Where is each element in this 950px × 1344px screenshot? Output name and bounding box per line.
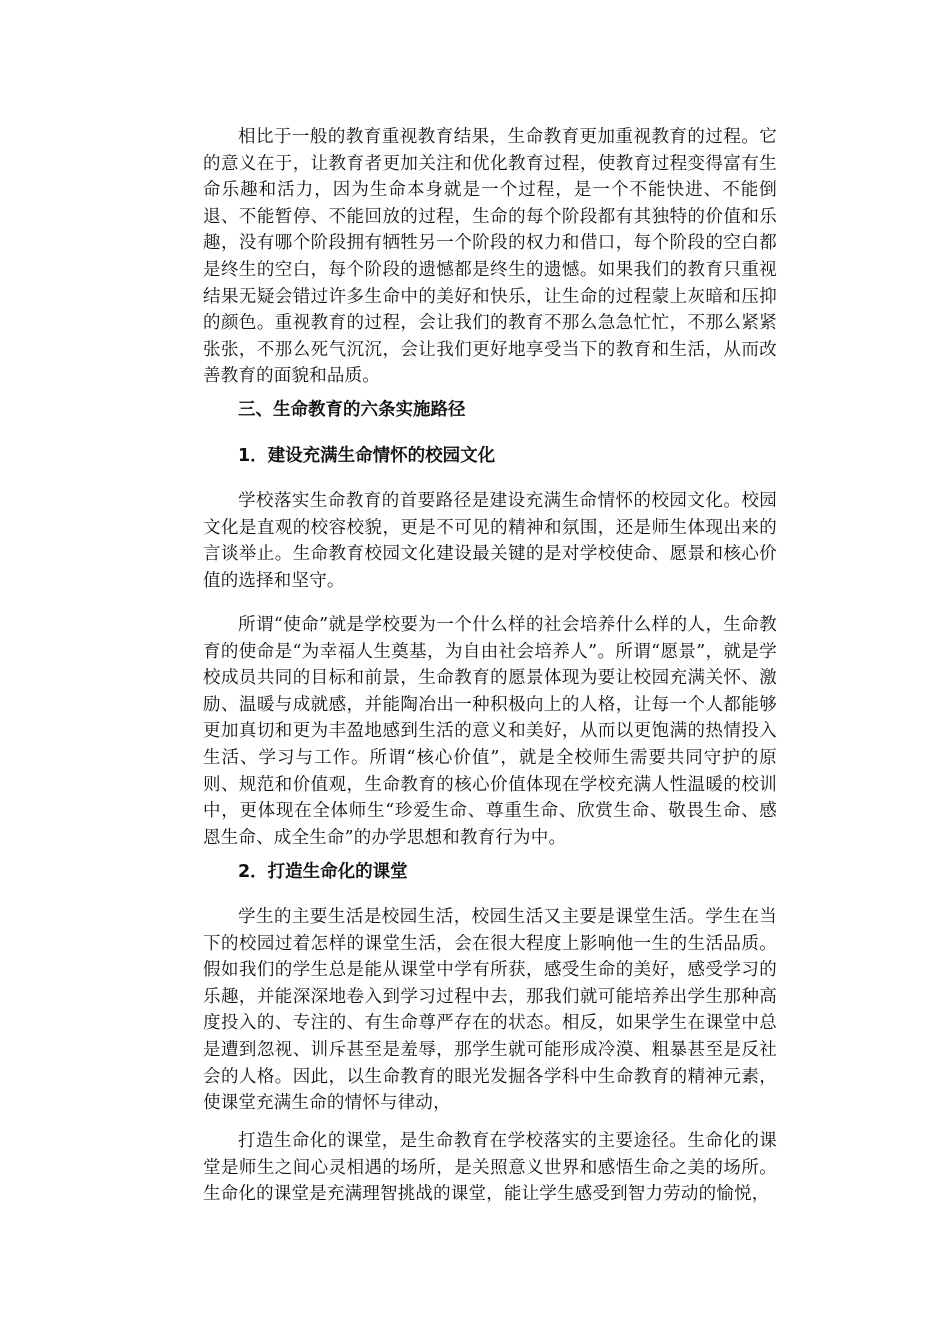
paragraph-process-importance: 相比于一般的教育重视教育结果，生命教育更加重视教育的过程。它的意义在于，让教育者更加关注和优化教育过程，使教育过程变得富有生命乐趣和活力，因为生命本身就是一个过程，是一个不能快进、不能倒退、不能暂停、不能回放的过程，生命的每个阶段都有其独特的价值和乐趣，没有哪个阶段拥有牺牲另一个阶段的权力和借口，每个阶段的空白都是终生的空白，每个阶段的遗憾都是终生的遗憾。如果我们的教育只重视结果无疑会错过许多生命中的美好和快乐，让生命的过程蒙上灰暗和压抑的颜色。重视教育的过程，会让我们的教育不那么急急忙忙，不那么紧紧张张，不那么死气沉沉，会让我们更好地享受当下的教育和生活，从而改善教育的面貌和品质。 <box>203 127 777 387</box>
subheading-campus-culture: 1．建设充满生命情怀的校园文化 <box>238 446 496 466</box>
section-heading-six-paths: 三、生命教育的六条实施路径 <box>238 400 466 420</box>
paragraph-campus-culture: 学校落实生命教育的首要路径是建设充满生命情怀的校园文化。校园文化是直观的校容校貌，更是不可见的精神和氛围，还是师生体现出来的言谈举止。生命教育校园文化建设最关键的是对学校使命、愿景和核心价值的选择和坚守。 <box>203 491 777 591</box>
paragraph-mission-vision-values: 所谓“使命”就是学校要为一个什么样的社会培养什么样的人，生命教育的使命是“为幸福人生奠基，为自由社会培养人”。所谓“愿景”，就是学校成员共同的目标和前景，生命教育的愿景体现为要让校园充满关怀、激励、温暖与成就感，并能陶冶出一种积极向上的人格，让每一个人都能够更加真切和更为丰盈地感到生活的意义和美好，从而以更饱满的热情投入生活、学习与工作。所谓“核心价值”，就是全校师生需要共同守护的原则、规范和价值观，生命教育的核心价值体现在学校充满人性温暖的校训中，更体现在全体师生“珍爱生命、尊重生命、欣赏生命、敬畏生命、感恩生命、成全生命”的办学思想和教育行为中。 <box>203 615 777 848</box>
paragraph-classroom-life: 学生的主要生活是校园生活，校园生活又主要是课堂生活。学生在当下的校园过着怎样的课堂生活，会在很大程度上影响他一生的生活品质。假如我们的学生总是能从课堂中学有所获，感受生命的美好，感受学习的乐趣，并能深深地卷入到学习过程中去，那我们就可能培养出学生那种高度投入的、专注的、有生命尊严存在的状态。相反，如果学生在课堂中总是遭到忽视、训斥甚至是羞辱，那学生就可能形成冷漠、粗暴甚至是反社会的人格。因此，以生命教育的眼光发掘各学科中生命教育的精神元素，使课堂充满生命的情怀与律动， <box>203 907 777 1114</box>
subheading-life-classroom: 2．打造生命化的课堂 <box>238 862 408 882</box>
paragraph-life-classroom-path: 打造生命化的课堂，是生命教育在学校落实的主要途径。生命化的课堂是师生之间心灵相遇的场所，是关照意义世界和感悟生命之美的场所。生命化的课堂是充满理智挑战的课堂，能让学生感受到智力劳动的愉悦， <box>203 1131 777 1205</box>
